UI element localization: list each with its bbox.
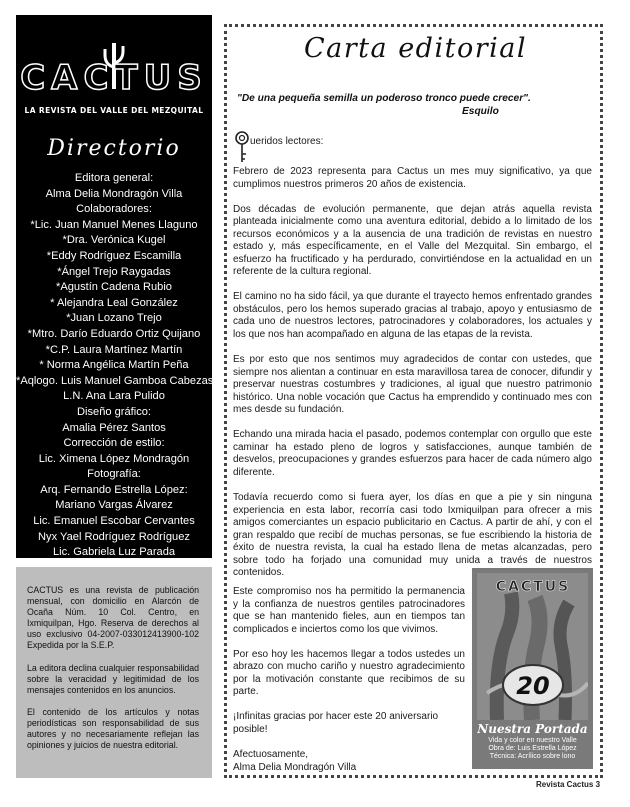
epigraph-author: Esquilo — [462, 106, 499, 117]
directory-line: * Alejandra Leal González — [50, 296, 178, 309]
letter-body — [233, 166, 592, 592]
cover-mini-logo: CACTUS — [495, 579, 571, 595]
page-title: Carta editorial — [304, 33, 527, 64]
cover-title: Nuestra Portada — [477, 722, 588, 736]
directory-line: *Eddy Rodríguez Escamilla — [46, 249, 182, 262]
directory-line: *Aqlogo. Luis Manuel Gamboa Cabezas — [16, 374, 214, 387]
directory-line: * Norma Angélica Martín Peña — [39, 359, 189, 372]
letter-paragraph: Febrero de 2023 representa para Cactus un mes muy significativo, ya que cumplimos nuestros primeros 20 años de existencia. — [233, 166, 592, 190]
directory-line: Fotografía: — [87, 468, 141, 481]
cover-box — [472, 568, 593, 769]
letter-paragraph: Echando una mirada hacia el pasado, podemos contemplar con orgullo que este caminar ha estado pleno de logros y satisfacciones, aunque también de desvelos, preocupaciones y grandes esfuerzos para hacer de cada número algo diferente. — [233, 429, 592, 478]
directory-line: Lic. Emanuel Escobar Cervantes — [33, 515, 195, 528]
directory-panel — [16, 15, 212, 558]
salutation: ueridos lectores: — [250, 136, 324, 147]
directory-line: *Ángel Trejo Raygadas — [57, 265, 171, 278]
info-paragraph: El contenido de los artículos y notas periodísticas son responsabilidad de sus autores y no necesariamente reflejan las opiniones y juicios de nuestra editorial. — [27, 706, 199, 751]
directory-list — [16, 171, 212, 561]
directory-line: *Dra. Verónica Kugel — [62, 234, 166, 247]
letter-paragraph: Dos décadas de evolución permanente, que dejan atrás aquella revista planteada inicialmente como una aventura editorial, debido a lo limitado de los recursos económicos y a la ausencia de una tradición de revistas en nuestro estado y, más específicamente, en el Valle del Mezquital. Sin embargo, el esfuerzo ha fructificado y ha perdurado, convirtiéndose en la actualidad en un referente de la cultura regional. — [233, 203, 592, 278]
cover-anniversary-badge: 20 — [516, 672, 550, 700]
signature: Alma Delia Mondragón Villa — [233, 761, 357, 773]
cover-caption-line: Técnica: Acrílico sobre lono — [489, 753, 576, 761]
key-icon — [233, 130, 251, 164]
directory-line: L.N. Ana Lara Pulido — [63, 390, 165, 403]
directory-line: *Agustín Cadena Rubio — [56, 281, 172, 294]
tagline: LA REVISTA DEL VALLE DEL MEZQUITAL — [24, 106, 204, 115]
directory-line: Alma Delia Mondragón Villa — [45, 187, 183, 200]
directory-line: Amalia Pérez Santos — [62, 421, 166, 434]
directory-line: Mariano Vargas Álvarez — [55, 499, 173, 512]
directory-line: Nyx Yael Rodríguez Rodríguez — [38, 530, 190, 543]
info-paragraph: La editora declina cualquier responsabilidad sobre la veracidad y legitimidad de los mensajes contenidos en los anuncios. — [27, 662, 199, 695]
cover-caption-line: Vida y color en nuestro Valle — [488, 737, 577, 744]
directory-line: Editora general: — [74, 172, 154, 184]
publication-info — [16, 567, 212, 778]
directory-line: *Mtro. Darío Eduardo Ortiz Quijano — [27, 327, 201, 340]
epigraph-quote: "De una pequeña semilla un poderoso tronco puede crecer". — [237, 93, 531, 104]
cover-caption-line: Obra de: Luis Estrella López — [488, 745, 577, 753]
cover-caption — [477, 722, 588, 762]
cactus-logo — [16, 15, 212, 98]
directory-line: Corrección de estilo: — [63, 437, 165, 450]
letter-paragraph: El camino no ha sido fácil, ya que durante el trayecto hemos enfrentado grandes obstáculos, pero los hemos superado gracias al trabajo, apoyo y entusiasmo de cada uno de nuestros lectores, patrocinadores y colaboradores, los actuales y los que nos han acompañado en alguna de las etapas de la revista. — [233, 291, 592, 341]
directory-line: Arq. Fernando Estrella López: — [40, 483, 188, 496]
cover-image — [477, 573, 588, 720]
directory-title: Directorio — [47, 136, 181, 161]
directory-line: *Juan Lozano Trejo — [66, 312, 162, 325]
logo-wordmark: CACTUS — [20, 58, 208, 98]
cover-illustration — [477, 573, 588, 720]
directory-line: Colaboradores: — [76, 203, 152, 216]
letter-closing-section — [233, 586, 465, 774]
directory-line: *C.P. Laura Martínez Martín — [45, 343, 183, 356]
directory-line: Lic. Gabriela Luz Parada — [52, 546, 176, 559]
letter-paragraph: Es por esto que nos sentimos muy agradecidos de contar con ustedes, que siempre nos alientan a continuar en esta maravillosa tarea de conocer, difundir y preservar nuestras costumbres y tradiciones, al igual que nuestro patrimonio histórico. Una noble vocación que Cactus ha emprendido y continuado mes con mes desde su fundación. — [233, 354, 592, 416]
directory-line: Lic. Ximena López Mondragón — [38, 452, 190, 465]
closing: Afectuosamente, — [233, 748, 309, 760]
directory-line: *Lic. Juan Manuel Menes Llaguno — [30, 218, 198, 231]
letter-paragraph: ¡Infinitas gracias por hacer este 20 aniversario posible! — [233, 711, 439, 735]
info-paragraph: CACTUS es una revista de publicación mensual, con domicilio en Alarcón de Ocaña Núm. 10 Col. Centro, en Ixmiquilpan, Hgo. Reserva de derechos al uso exclusivo 04-2007-033012413900-102 Expedida por la S.E.P. — [27, 585, 199, 651]
letter-paragraph: Por eso hoy les hacemos llegar a todos ustedes un abrazo con mucho cariño y nuestro agradecimiento por la motivación constante que recibimos de su parte. — [233, 648, 465, 698]
page-footer: Revista Cactus 3 — [536, 780, 601, 789]
letter-paragraph: Este compromiso nos ha permitido la permanencia y la confianza de nuestros gentiles patrocinadores que se han mantenido fieles, aun en tiempos tan complicados e inciertos como los que vivimos. — [233, 586, 465, 635]
directory-line: Diseño gráfico: — [77, 405, 151, 418]
letter-paragraph: Todavía recuerdo como si fuera ayer, los días en que a pie y sin ninguna experiencia en esta labor, recorría casi todo Ixmiquilpan para ofrecer a mis amigos comerciantes un espacio publicitario en Cactus. A partir de ahí, y con el gran respaldo que recibí de muchas personas, se fue escribiendo la historia de éxito de nuestra revista, la cual ha estado llena de metas alcanzadas, pero sobre todo ha forjado una comunidad muy unida a través de nuestros contenidos. — [233, 491, 592, 579]
